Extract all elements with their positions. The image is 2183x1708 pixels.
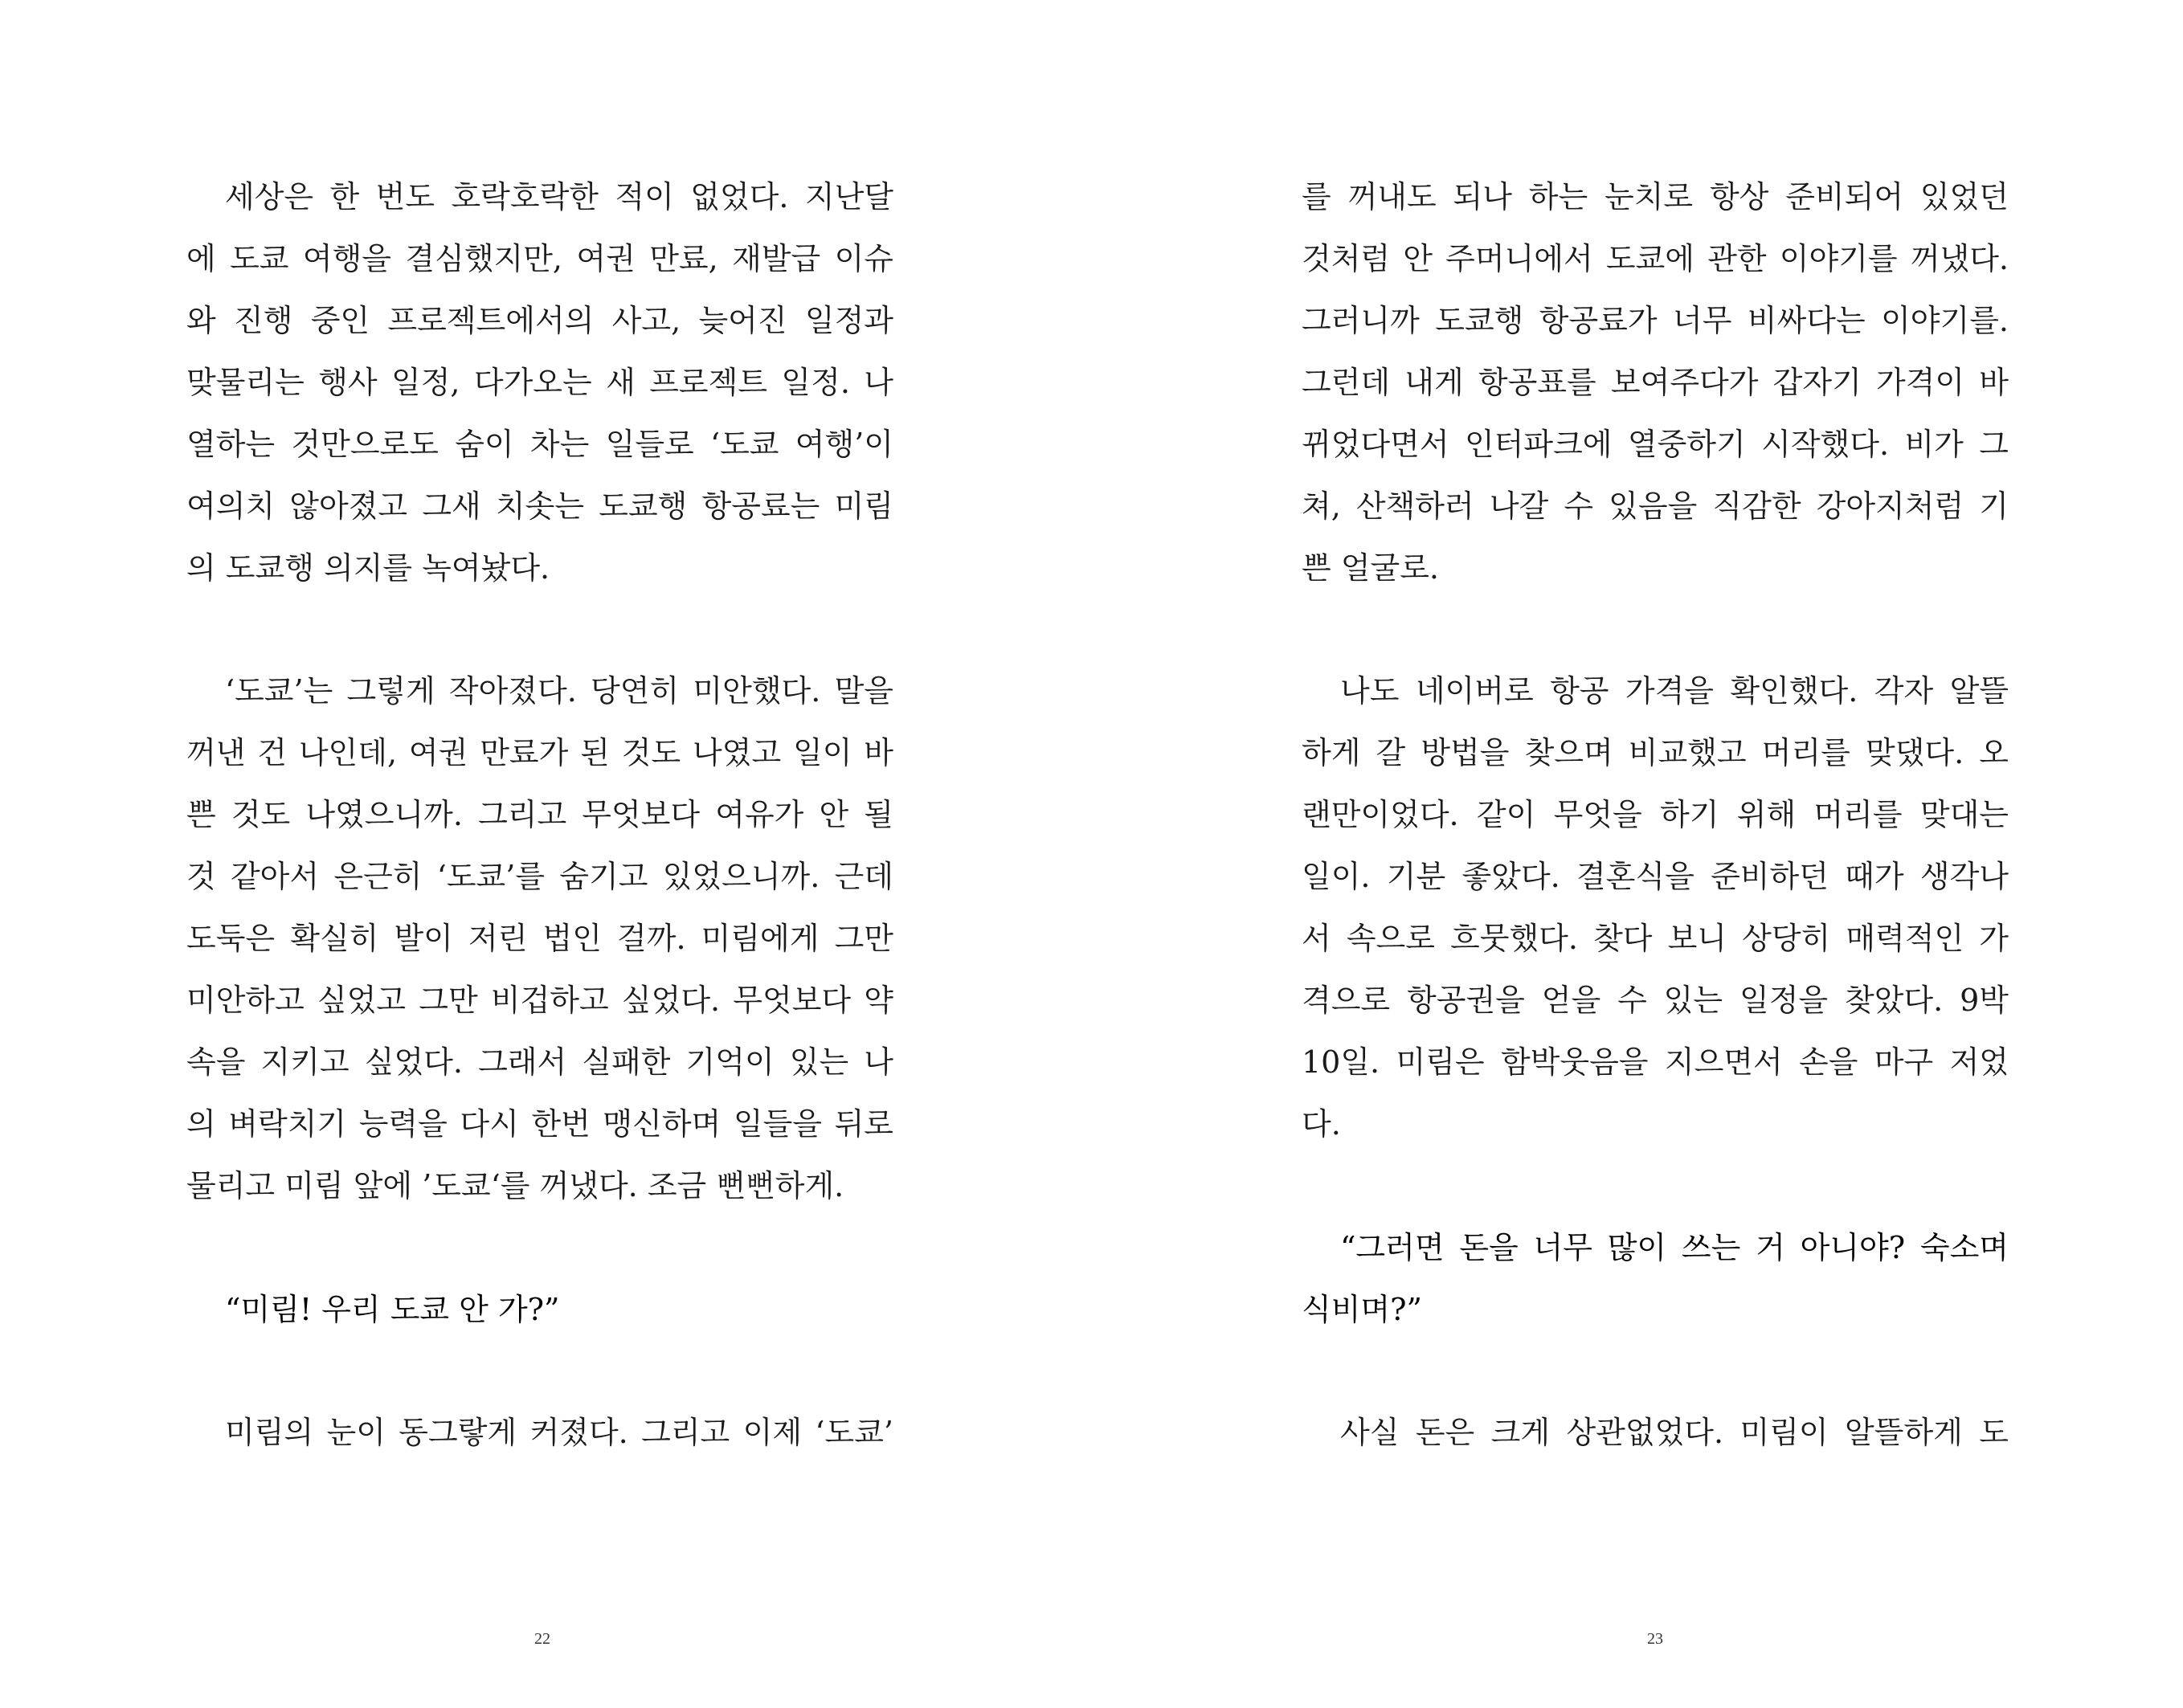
paragraph-line: 속을 지키고 싶었다. 그래서 실패한 기억이 있는 나 bbox=[186, 1044, 893, 1080]
paragraph-line: 미림의 눈이 동그랗게 커졌다. 그리고 이제 ‘도쿄’ bbox=[225, 1415, 893, 1450]
paragraph-line: 를 꺼내도 되나 하는 눈치로 항상 준비되어 있었던 bbox=[1302, 179, 2009, 215]
dialogue-line: 식비며?” bbox=[1302, 1292, 1422, 1327]
paragraph-line: 도둑은 확실히 발이 저린 법인 걸까. 미림에게 그만 bbox=[186, 921, 893, 956]
paragraph-line: 사실 돈은 크게 상관없었다. 미림이 알뜰하게 도 bbox=[1340, 1415, 2009, 1450]
paragraph-line: 에 도쿄 여행을 결심했지만, 여권 만료, 재발급 이슈 bbox=[186, 241, 893, 276]
paragraph-line: 하게 갈 방법을 찾으며 비교했고 머리를 맞댔다. 오 bbox=[1302, 735, 2009, 770]
paragraph-line: 세상은 한 번도 호락호락한 적이 없었다. 지난달 bbox=[225, 179, 893, 215]
paragraph-line: 다. bbox=[1302, 1106, 1341, 1142]
paragraph-line: 맞물리는 행사 일정, 다가오는 새 프로젝트 일정. 나 bbox=[186, 365, 893, 400]
paragraph-line: 미안하고 싶었고 그만 비겁하고 싶었다. 무엇보다 약 bbox=[186, 983, 893, 1018]
paragraph-line: 10일. 미림은 함박웃음을 지으면서 손을 마구 저었 bbox=[1302, 1044, 2009, 1080]
paragraph-line: 의 도쿄행 의지를 녹여놨다. bbox=[186, 550, 550, 586]
paragraph-line: 여의치 않아졌고 그새 치솟는 도쿄행 항공료는 미림 bbox=[186, 488, 893, 524]
paragraph-line: 랜만이었다. 같이 무엇을 하기 위해 머리를 맞대는 bbox=[1302, 797, 2009, 832]
paragraph-line: 그런데 내게 항공표를 보여주다가 갑자기 가격이 바 bbox=[1302, 365, 2009, 400]
paragraph-line: 서 속으로 흐뭇했다. 찾다 보니 상당히 매력적인 가 bbox=[1302, 921, 2009, 956]
paragraph-line: 격으로 항공권을 얻을 수 있는 일정을 찾았다. 9박 bbox=[1302, 983, 2009, 1018]
paragraph-line: 쳐, 산책하러 나갈 수 있음을 직감한 강아지처럼 기 bbox=[1302, 488, 2009, 524]
paragraph-line: 쁜 얼굴로. bbox=[1302, 550, 1439, 586]
dialogue-line: “미림! 우리 도쿄 안 가?” bbox=[225, 1292, 560, 1327]
paragraph-line: 열하는 것만으로도 숨이 차는 일들로 ‘도쿄 여행’이 bbox=[186, 427, 893, 462]
paragraph-line: 꺼낸 건 나인데, 여권 만료가 된 것도 나였고 일이 바 bbox=[186, 735, 893, 770]
paragraph-line: 쁜 것도 나였으니까. 그리고 무엇보다 여유가 안 될 bbox=[186, 797, 893, 832]
paragraph-line: 나도 네이버로 항공 가격을 확인했다. 각자 알뜰 bbox=[1340, 673, 2009, 709]
paragraph-line: 와 진행 중인 프로젝트에서의 사고, 늦어진 일정과 bbox=[186, 303, 893, 338]
page-number-right: 23 bbox=[1647, 1630, 1663, 1648]
paragraph-line: 일이. 기분 좋았다. 결혼식을 준비하던 때가 생각나 bbox=[1302, 859, 2009, 894]
page-number-left: 22 bbox=[534, 1630, 550, 1648]
paragraph-line: 물리고 미림 앞에 ’도쿄‘를 꺼냈다. 조금 뻔뻔하게. bbox=[186, 1168, 844, 1203]
paragraph-line: ‘도쿄’는 그렇게 작아졌다. 당연히 미안했다. 말을 bbox=[225, 673, 893, 709]
paragraph-line: 그러니까 도쿄행 항공료가 너무 비싸다는 이야기를. bbox=[1302, 303, 2009, 338]
paragraph-line: 것처럼 안 주머니에서 도쿄에 관한 이야기를 꺼냈다. bbox=[1302, 241, 2009, 276]
paragraph-line: 것 같아서 은근히 ‘도쿄’를 숨기고 있었으니까. 근데 bbox=[186, 859, 893, 894]
paragraph-line: 뀌었다면서 인터파크에 열중하기 시작했다. 비가 그 bbox=[1302, 427, 2009, 462]
paragraph-line: 의 벼락치기 능력을 다시 한번 맹신하며 일들을 뒤로 bbox=[186, 1106, 893, 1142]
dialogue-line: “그러면 돈을 너무 많이 쓰는 거 아니야? 숙소며 bbox=[1340, 1230, 2009, 1265]
